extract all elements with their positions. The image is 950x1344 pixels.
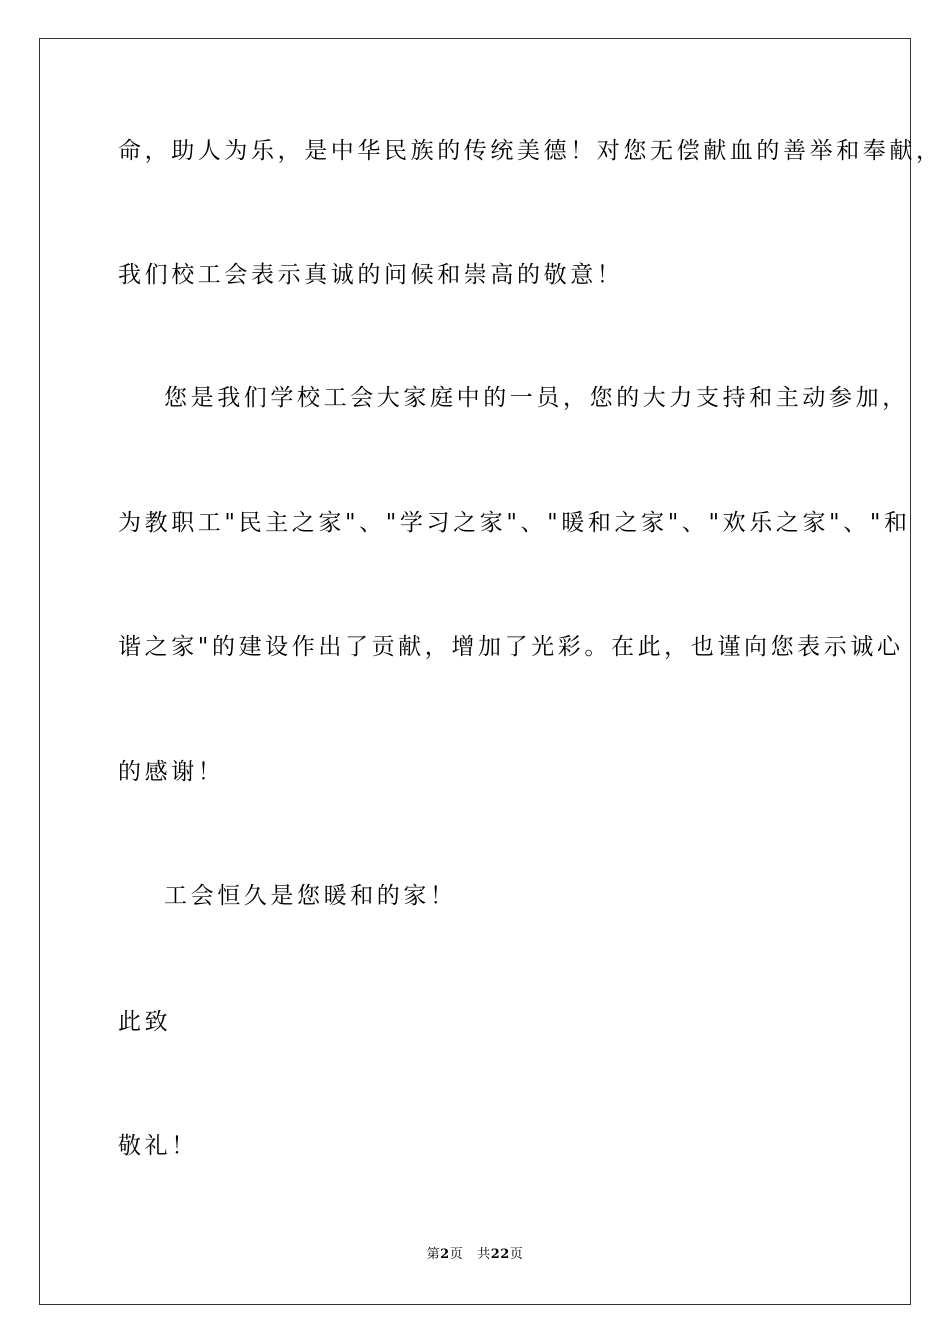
page-number: 2	[440, 1247, 450, 1262]
body-line-4: 为教职工"民主之家"、"学习之家"、"暖和之家"、"欢乐之家"、"和	[118, 510, 911, 536]
total-suffix: 页	[509, 1247, 524, 1262]
salutation-line: 敬礼！	[118, 1133, 198, 1159]
closing-line: 此致	[118, 1009, 172, 1035]
page-frame	[39, 38, 911, 1305]
page-prefix: 第	[426, 1247, 441, 1262]
body-line-5: 谐之家"的建设作出了贡献，增加了光彩。在此，也谨向您表示诚心	[118, 634, 904, 660]
body-line-6: 的感谢！	[118, 759, 225, 785]
total-prefix: 共	[477, 1247, 491, 1262]
body-line-7: 工会恒久是您暖和的家！	[164, 883, 457, 909]
page-footer	[0, 1246, 950, 1264]
body-line-3: 您是我们学校工会大家庭中的一员，您的大力支持和主动参加，	[164, 385, 909, 411]
page-suffix: 页	[449, 1247, 464, 1262]
body-line-1: 命，助人为乐，是中华民族的传统美德！对您无偿献血的善举和奉献，	[118, 138, 943, 164]
total-pages: 22	[490, 1247, 510, 1262]
body-line-2: 我们校工会表示真诚的问候和崇高的敬意！	[118, 262, 624, 288]
